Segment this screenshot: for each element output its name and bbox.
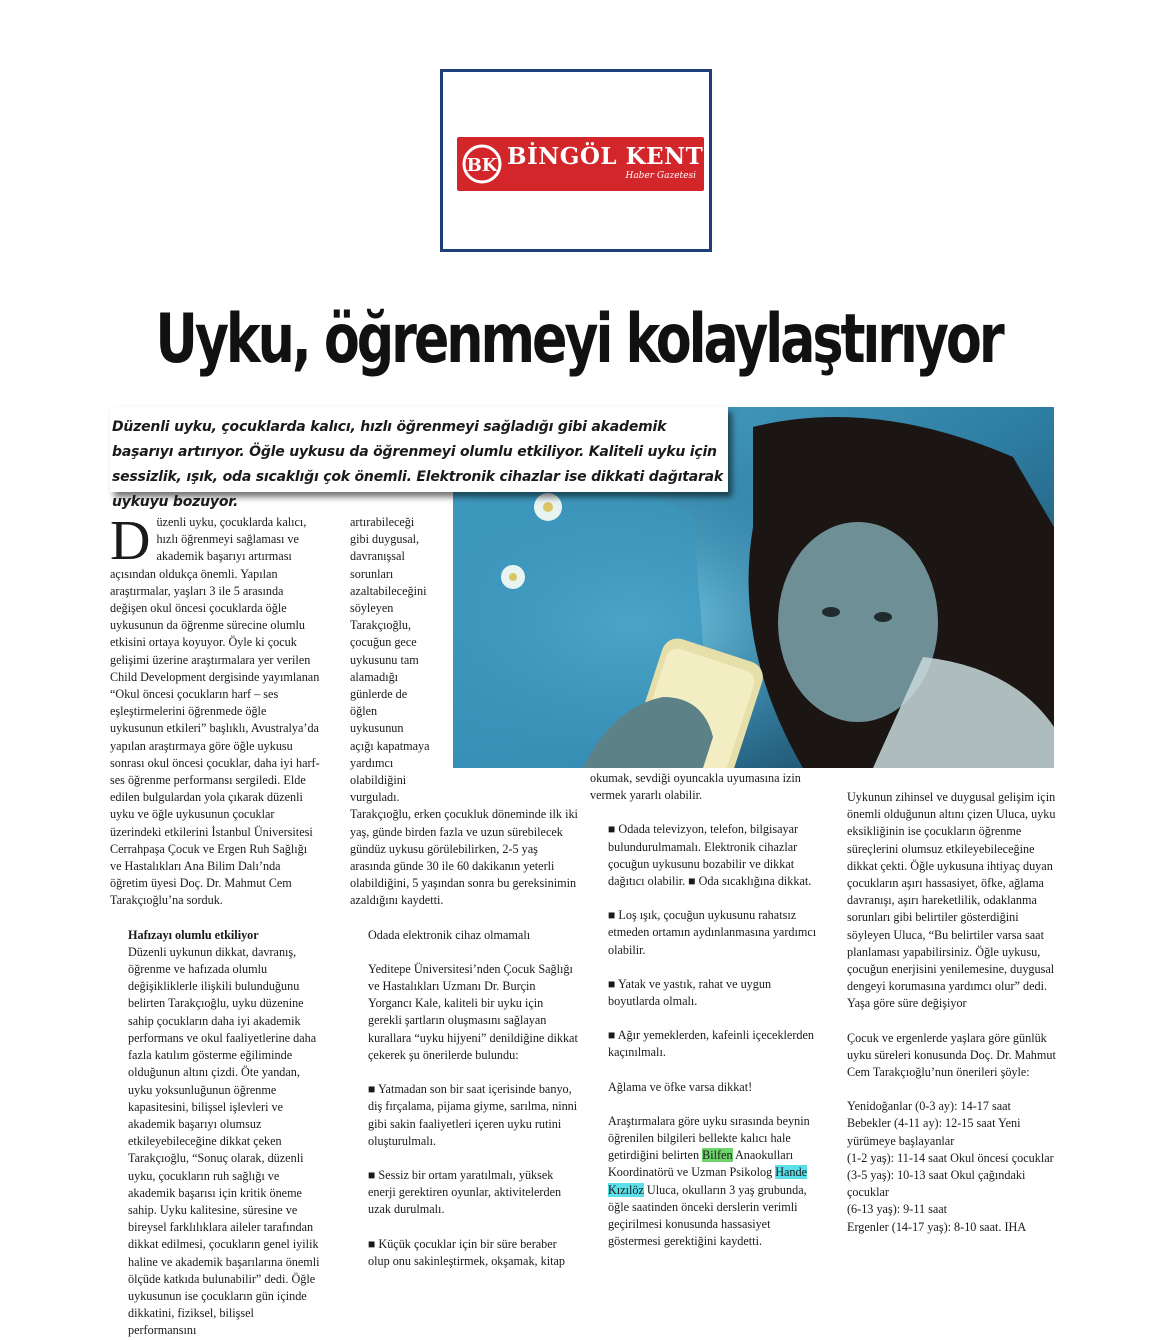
paragraph: Çocuk ve ergenlerde yaşlara göre günlük uyku süreleri konusunda Doç. Dr. Mahmut Cem Tarakçıoğlu’nun önerileri şöyle: [847,1030,1056,1080]
subheading-crying: Ağlama ve öfke varsa dikkat! [608,1079,753,1094]
article-column-4 [829,789,1059,1236]
list-item: (3-5 yaş): 10-13 saat Okul çağındaki çocuklar [847,1168,1026,1200]
intro-paragraph [110,510,320,910]
list-item: Bebekler (4-11 ay): 12-15 saat Yeni yürümeye başlayanlar [847,1116,1021,1148]
list-item: (1-2 yaş): 11-14 saat Okul öncesi çocuklar [847,1150,1054,1165]
list-item: Ergenler (14-17 yaş): 8-10 saat. IHA [847,1219,1027,1234]
bullet-item: ■ Loş ışık, çocuğun uykusunu rahatsız etmeden ortamın aydınlanmasına yardımcı olabilir. [608,908,817,957]
paragraph: Uykunun zihinsel ve duygusal gelişim için önemli olduğunun altını çizen Uluca, uyku eksikliğinin ise çocukların öğrenme süreçlerini olumsuz etkileyebileceğine dikkat çekti. Öğle uykusuna ihtiyaç duyan çocukların aşırı hassasiyet, öfke, ağlama davranışı, aşırı hareketlilik, odaklanma sorunları gibi belirtiler gösterdiğini söyleyen Uluca, “Bu belirtiler varsa saat planlaması yapabilirsiniz. Öğle uykusu, çocuğun enerjisini yenilemesine, duygusal dengeyi korumasına yardımcı olur” dedi. Yaşa göre süre değişiyor [847,790,1056,1011]
article-lead [110,407,728,510]
paragraph-part: Uluca, okulların 3 yaş grubunda, öğle saatinden önceki derslerin verimli geçirilmesi konusunda hassasiyet göstermesi gerektiğini kaydetti. [608,1182,807,1249]
list-item: (6-13 yaş): 9-11 saat [847,1202,948,1217]
lead-text: Düzenli uyku, çocuklarda kalıcı, hızlı öğrenmeyi sağladığı gibi akademik başarıyı artırıyor. Öğle uykusu da öğrenmeyi olumlu etkiliyor. Kaliteli uyku için sessizlik, ışık, oda sıcaklığı çok önemli. Elektronik cihazlar ise dikkati dağıtarak uykuyu bozuyor. [112,419,724,510]
paragraph [590,1113,818,1251]
paragraph-part: Araştırmalara göre uyku sırasında beynin öğrenilen bilgileri bellekte kalıcı hale getirdiğini belirten [608,1113,810,1163]
logo-subtitle: Haber Gazetesi [625,171,696,181]
bk-logo-icon [461,143,503,185]
paragraph-part: Anaokulları Koordinatörü ve Uzman Psikolog [608,1148,794,1180]
headline: Uyku, öğrenmeyi kolaylaştırıyor [155,300,1002,379]
paragraph: Düzenli uykunun dikkat, davranış, öğrenme ve hafızada olumlu değişikliklerle ilişkili bulunduğunu belirten Tarakçıoğlu, uyku düzenine sahip çocukların daha iyi akademik performans ve okul faaliyetlerine daha fazla katılım gösterme eğiliminde olduğunun altını çizdi. Öte yandan, uyku yoksunluğunun öğrenme kapasitesini, bilişsel işlevleri ve akademik başarıyı olumsuz etkileyebileceğine dikkat çeken Tarakçıoğlu, “Sonuç olarak, düzenli uyku, çocukların ruh sağlığı ve akademik başarısı için kritik öneme sahip. Uyku kalitesine, süresine ve bireysel farklılıklara aileler tarafından dikkat edilmesi, çocukların genel iyilik haline ve akademik başarılarına önemli ölçüde katkıda bulunabilir” dedi. Öğle uykusunun ise çocukların gün içinde dikkatini, fiziksel, bilişsel performansını [128,944,320,1338]
newspaper-logo [457,137,704,191]
bullet-item: ■ Yatmadan son bir saat içerisinde banyo, diş fırçalama, pijama giyme, sarılma, ninni gibi sakin faaliyetleri içeren uyku rutini oluşturulmalı. [368,1082,578,1148]
bullet-item: ■ Odada televizyon, telefon, bilgisayar bulundurulmamalı. Elektronik cihazlar çocuğun uykusunu bozabilir ve dikkat dağıtıcı olabilir. ■ Oda sıcaklığına dikkat. [608,822,812,889]
logo-name: BİNGÖL KENT [507,143,704,170]
bullet-item: ■ Küçük çocuklar için bir süre beraber olup onu sakinleştirmek, okşamak, kitap [368,1236,565,1268]
highlight-name: Hande Kızılöz [608,1165,808,1197]
intro-text: üzenli uyku, çocuklarda kalıcı, hızlı öğrenmeyi sağlaması ve akademik başarıyı artırması açısından oldukça önemli. Yapılan araştırmalar, yaşları 3 ile 5 arasında değişen okul öncesi çocuklarda öğle uykusunun da öğrenme sürecine olumlu etkisini ortaya koyuyor. Öyle ki çocuk gelişimi üzerine araştırmalara yer verilen Child Development dergisinde yayımlanan “Okul öncesi çocukların harf – ses eşleştirmelerini öğrenmede öğle uykusunun etkileri” başlıklı, Avustralya’da yapılan araştırmaya göre öğle uykusu sonrası okul öncesi çocuklar, daha iyi harf-ses öğrenme performansı sergiledi. Elde edilen bulgulardan yola çıkarak düzenli uyku ve öğle uykusunun çocuklar üzerindeki etkilerini İstanbul Üniversitesi Cerrahpaşa Çocuk ve Ergen Ruh Sağlığı ve Hastalıkları Ana Bilim Dalı’nda öğretim üyesi Doç. Dr. Mahmut Cem Tarakçıoğlu’na sorduk. [110,515,320,908]
paragraph: artırabileceği gibi duygusal, davranışsal sorunları azaltabileceğini söyleyen Tarakçıoğlu, çocuğun gece uykusunu tam alamadığı günlerde de öğlen uykusunun açığı kapatmaya yardımcı olabildiğini vurguladı. [350,515,430,805]
paragraph: Yeditepe Üniversitesi’nden Çocuk Sağlığı ve Hastalıkları Uzmanı Dr. Burçin Yorgancı Kale, kaliteli bir uyku için gerekli şartların oluşmasını sağlayan kurallara “uyku hijyeni” denildiğine dikkat çekerek şu önerilerde bulundu: [368,961,578,1062]
paragraph: Tarakçıoğlu, erken çocukluk döneminde ilk iki yaş, günde birden fazla ve uzun sürebilecek gündüz uykusu görülebilirken, 2-5 yaş arasında günde 30 ile 60 dakikanın yeterli olabildiğini, 5 yaşından sonra bu gereksinimin azaldığını kaydetti. [350,807,578,908]
bullet-item: ■ Ağır yemeklerden, kafeinli içeceklerden kaçınılmalı. [608,1028,814,1060]
list-item: Yenidoğanlar (0-3 ay): 14-17 saat [847,1099,1011,1114]
article-column-3 [590,770,818,1250]
subheading-electronics: Odada elektronik cihaz olmamalı [368,927,531,942]
article-column-2 [350,514,580,1270]
paragraph: okumak, sevdiği oyuncakla uyumasına izin vermek yararlı olabilir. [590,771,801,803]
bullet-item: ■ Yatak ve yastık, rahat ve uygun boyutlarda olmalı. [608,976,772,1009]
bullet-item: ■ Sessiz bir ortam yaratılmalı, yüksek enerji gerektiren oyunlar, aktivitelerden uzak durulmalı. [368,1167,562,1217]
newspaper-logo-frame [440,69,712,252]
subheading-memory: Hafızayı olumlu etkiliyor [128,927,259,942]
drop-cap: D [110,510,151,572]
highlight-bilfen: Bilfen [702,1148,733,1163]
svg-text:BK: BK [466,155,498,176]
article-column-1 [110,510,320,1340]
